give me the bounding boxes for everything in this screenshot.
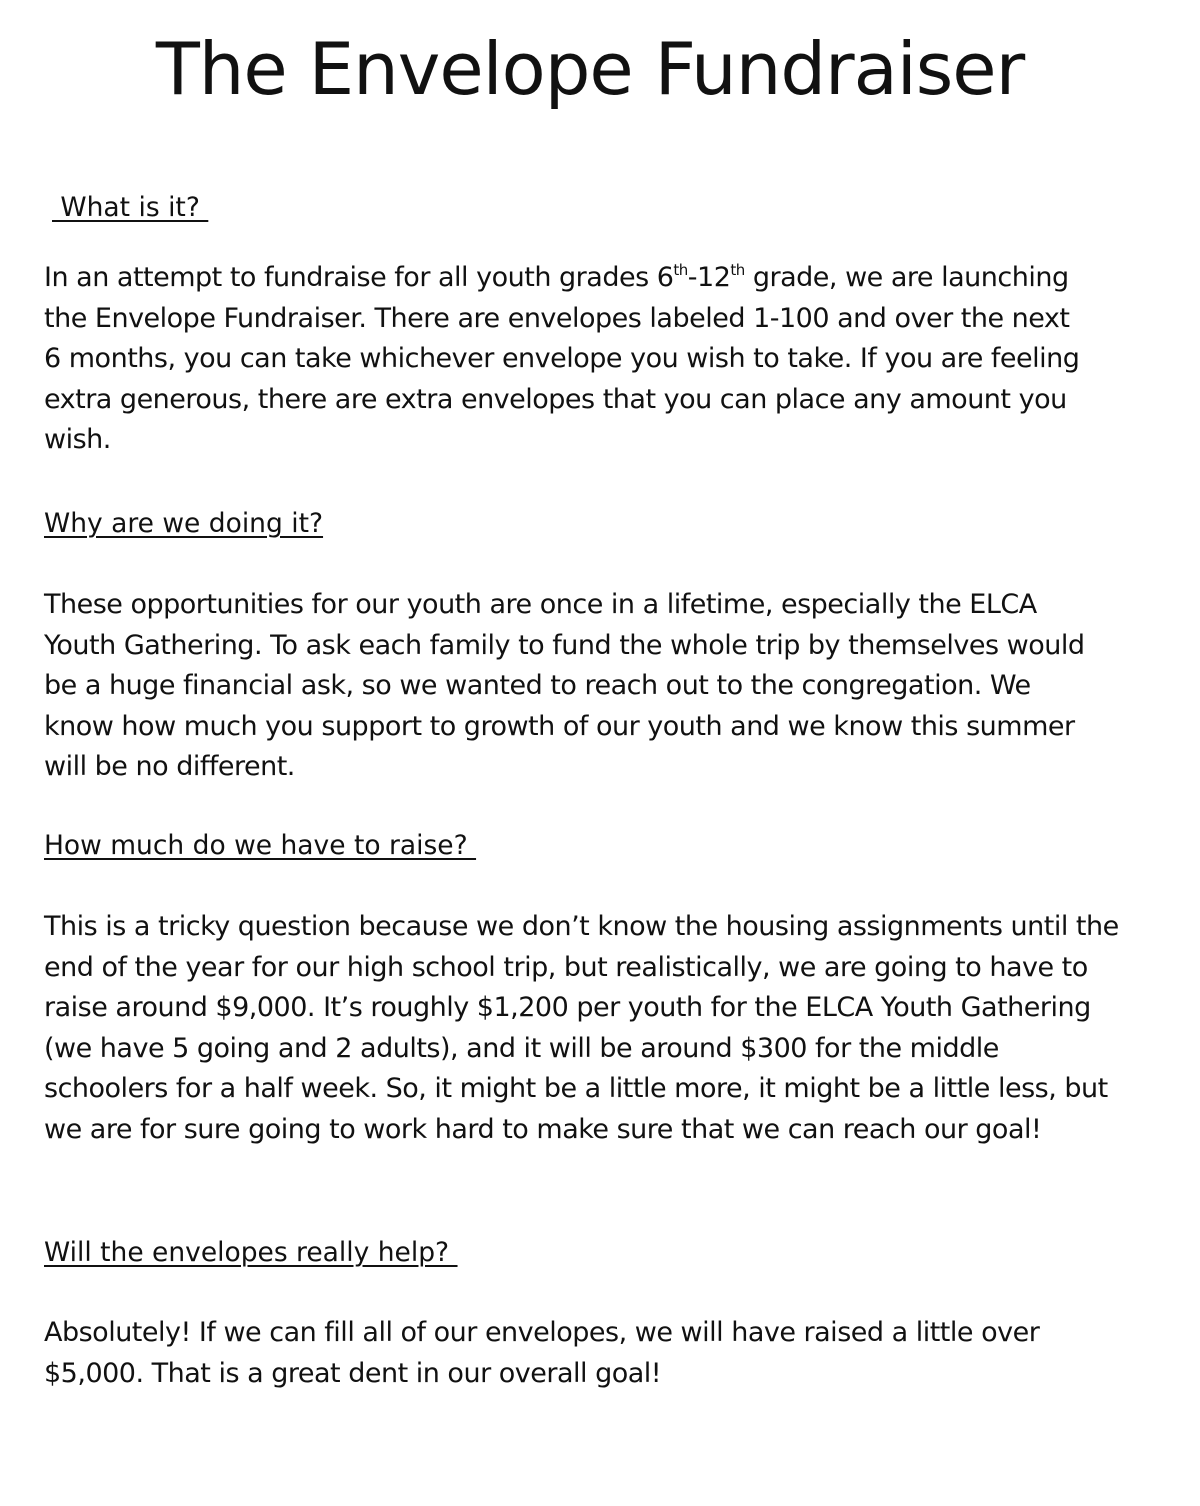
paragraph-line: Youth Gathering. To ask each family to fund the whole trip by themselves would	[44, 629, 1085, 661]
page-title: The Envelope Fundraiser	[155, 27, 1025, 111]
paragraph-line: raise around $9,000. It’s roughly $1,200 per youth for the ELCA Youth Gathering	[44, 992, 1091, 1024]
section-heading-will-help: Will the envelopes really help?	[44, 1237, 458, 1268]
section-heading-what-is-it: What is it?	[52, 192, 209, 223]
section-heading-how-much: How much do we have to raise?	[44, 830, 477, 861]
paragraph-line: we are for sure going to work hard to make sure that we can reach our goal!	[44, 1113, 1042, 1145]
paragraph-line: In an attempt to fundraise for all youth grades 6th-12th grade, we are launching	[44, 261, 1069, 293]
paragraph-line: wish.	[44, 424, 111, 456]
paragraph-line: know how much you support to growth of our youth and we know this summer	[44, 710, 1075, 742]
ordinal-superscript: th	[673, 261, 688, 279]
paragraph-line: extra generous, there are extra envelopes that you can place any amount you	[44, 383, 1067, 415]
section-paragraph-how-much	[44, 907, 1159, 1151]
paragraph-line: the Envelope Fundraiser. There are envelopes labeled 1-100 and over the next	[44, 302, 1070, 334]
paragraph-line: $5,000. That is a great dent in our overall goal!	[44, 1357, 662, 1389]
ordinal-superscript: th	[730, 261, 745, 279]
section-heading-why: Why are we doing it?	[44, 508, 324, 539]
section-paragraph-will-help	[44, 1313, 1159, 1394]
paragraph-line: 6 months, you can take whichever envelope you wish to take. If you are feeling	[44, 343, 1080, 375]
paragraph-line: end of the year for our high school trip, but realistically, we are going to have to	[44, 951, 1088, 983]
paragraph-line: schoolers for a half week. So, it might be a little more, it might be a little less, but	[44, 1073, 1108, 1105]
paragraph-line: These opportunities for our youth are once in a lifetime, especially the ELCA	[44, 589, 1037, 620]
paragraph-line: (we have 5 going and 2 adults), and it will be around $300 for the middle	[44, 1032, 999, 1064]
paragraph-line: be a huge financial ask, so we wanted to reach out to the congregation. We	[44, 670, 1031, 702]
section-paragraph-what-is-it	[44, 258, 1159, 461]
paragraph-line: will be no different.	[44, 751, 295, 783]
paragraph-line: Absolutely! If we can fill all of our envelopes, we will have raised a little over	[44, 1317, 1040, 1348]
section-paragraph-why	[44, 585, 1159, 788]
paragraph-line: This is a tricky question because we don’t know the housing assignments until the	[44, 911, 1119, 942]
